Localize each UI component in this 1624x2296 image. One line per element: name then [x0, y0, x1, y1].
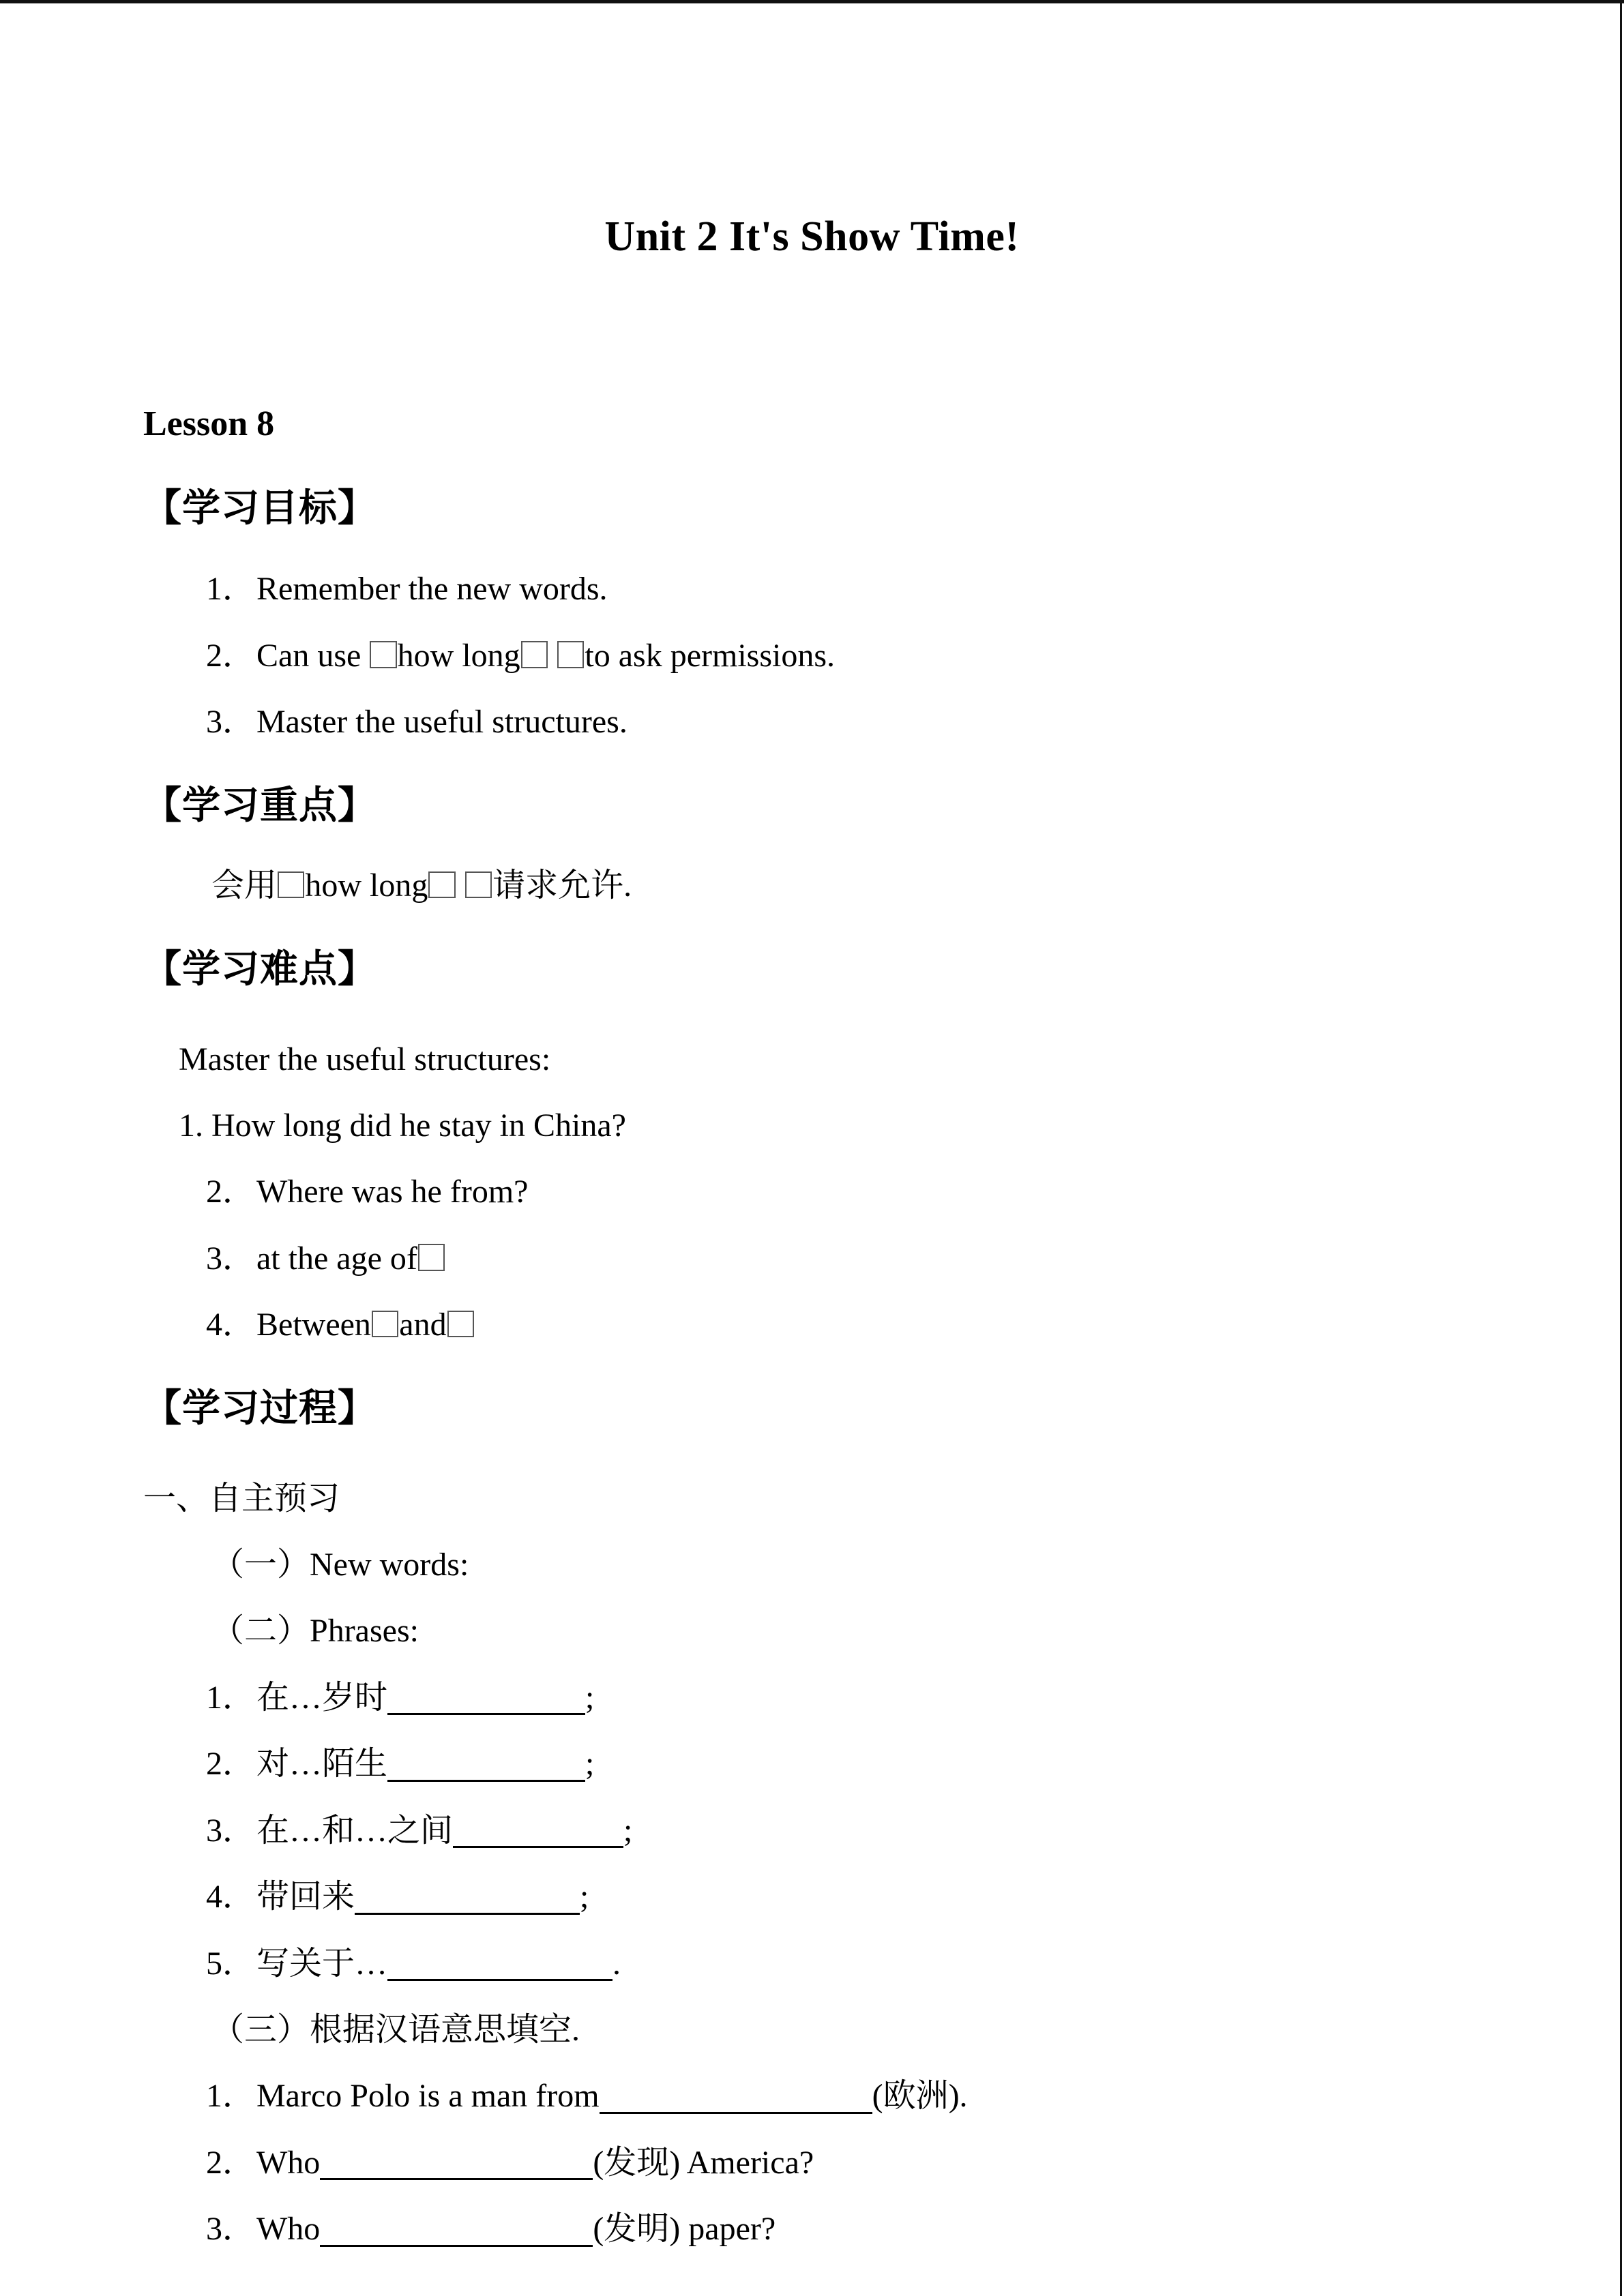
phrase-item	[143, 1810, 1481, 1851]
fill-in-item-number: 1．	[206, 2078, 256, 2115]
phrase-answer-blank[interactable]	[387, 1678, 585, 1716]
phrase-answer-blank[interactable]	[355, 1877, 580, 1915]
objective-item	[143, 701, 1481, 743]
phrase-item-tail: ;	[623, 1812, 633, 1849]
phrase-item-number: 1．	[206, 1679, 256, 1716]
fill-in-item-text-before: Who	[256, 2144, 321, 2181]
fill-in-item-text-before: Who	[256, 2211, 321, 2248]
lesson-heading: Lesson 8	[143, 404, 275, 444]
missing-glyph-box-icon	[428, 871, 455, 898]
phrase-item-tail: .	[612, 1945, 621, 1982]
missing-glyph-box-icon	[370, 641, 396, 668]
section-heading-difficulties: 【学习难点】	[143, 948, 377, 991]
phrase-answer-blank[interactable]	[387, 1744, 585, 1782]
section-heading-key-points: 【学习重点】	[143, 784, 377, 827]
key-points-text-lead: 会用	[211, 867, 278, 904]
difficulty-item-number: 3．	[206, 1240, 256, 1277]
fill-in-item-text-after: (发明) paper?	[593, 2211, 776, 2248]
phrase-answer-blank[interactable]	[453, 1810, 623, 1848]
difficulty-item	[143, 1105, 1481, 1146]
phrase-item-tail: ;	[585, 1746, 595, 1783]
difficulty-item-text-a: Between	[256, 1307, 371, 1343]
objective-item-text-mid: how long	[397, 637, 520, 674]
phrase-item	[143, 1743, 1481, 1785]
difficulty-item-text-b: and	[399, 1307, 447, 1343]
objective-item-text-lead: Can use	[256, 637, 370, 674]
fill-in-item-text-after: (发现) America?	[593, 2144, 814, 2181]
missing-glyph-box-icon	[418, 1244, 445, 1270]
missing-glyph-box-icon	[557, 641, 584, 668]
process-sub-phrases: （二）Phrases:	[211, 1613, 419, 1650]
objective-item-text: Remember the new words.	[256, 571, 608, 608]
phrase-item-number: 5．	[206, 1945, 256, 1982]
phrase-item	[143, 1876, 1481, 1918]
difficulty-item-number: 4．	[206, 1307, 256, 1343]
missing-glyph-box-icon	[278, 871, 304, 898]
difficulty-item	[143, 1238, 1481, 1279]
key-points-text-tail: 请求允许.	[492, 867, 632, 904]
missing-glyph-box-icon	[447, 1311, 474, 1337]
difficulty-item-text: at the age of	[256, 1240, 417, 1277]
phrase-answer-blank[interactable]	[387, 1943, 612, 1981]
difficulties-lead: Master the useful structures:	[179, 1041, 551, 1077]
difficulty-item-number: 1.	[179, 1107, 203, 1144]
objective-item	[143, 568, 1481, 610]
fill-in-item-text-after: (欧洲).	[872, 2078, 968, 2115]
process-part-one: 一、自主预习	[143, 1480, 340, 1517]
phrase-item-number: 3．	[206, 1812, 256, 1849]
fill-in-answer-blank[interactable]	[320, 2209, 593, 2247]
fill-in-item	[143, 2142, 1481, 2183]
objective-item-text-tail: to ask permissions.	[585, 637, 836, 674]
difficulty-item	[143, 1171, 1481, 1212]
process-sub-new-words: （一）New words:	[211, 1546, 469, 1583]
difficulty-item-text: How long did he stay in China?	[211, 1107, 626, 1144]
section-heading-objectives: 【学习目标】	[143, 488, 377, 531]
phrase-item-number: 4．	[206, 1879, 256, 1915]
phrase-item-tail: ;	[580, 1879, 589, 1915]
fill-in-answer-blank[interactable]	[320, 2143, 593, 2181]
phrase-item-text: 对…陌生	[256, 1746, 388, 1783]
fill-in-answer-blank[interactable]	[600, 2076, 872, 2114]
phrase-item-text: 写关于…	[256, 1945, 388, 1982]
key-points-text-mid: how long	[305, 867, 428, 904]
fill-in-item	[143, 2208, 1481, 2250]
phrase-item	[143, 1943, 1481, 1984]
difficulty-item-number: 2．	[206, 1174, 256, 1210]
difficulty-item-text: Where was he from?	[256, 1174, 529, 1210]
phrase-item-tail: ;	[585, 1679, 595, 1716]
fill-in-item	[143, 2075, 1481, 2117]
objective-item-number: 3．	[206, 704, 256, 741]
phrase-item-text: 在…岁时	[256, 1679, 388, 1716]
missing-glyph-box-icon	[521, 641, 548, 668]
fill-in-item-number: 3．	[206, 2211, 256, 2248]
difficulty-item	[143, 1304, 1481, 1345]
objective-item-number: 1．	[206, 571, 256, 608]
missing-glyph-box-icon	[465, 871, 492, 898]
phrase-item-text: 在…和…之间	[256, 1812, 454, 1849]
phrase-item-number: 2．	[206, 1746, 256, 1783]
phrase-item	[143, 1677, 1481, 1718]
phrase-item-text: 带回来	[256, 1879, 355, 1915]
objective-item-number: 2．	[206, 637, 256, 674]
page-title: Unit 2 It's Show Time!	[604, 213, 1020, 260]
section-heading-process: 【学习过程】	[143, 1387, 377, 1430]
fill-in-item-text-before: Marco Polo is a man from	[256, 2078, 600, 2115]
process-sub-fill-in: （三）根据汉语意思填空.	[211, 2012, 580, 2048]
fill-in-item-number: 2．	[206, 2144, 256, 2181]
key-points-line	[143, 865, 1481, 906]
objective-item-text: Master the useful structures.	[256, 704, 628, 741]
missing-glyph-box-icon	[372, 1311, 398, 1337]
objective-item	[143, 635, 1481, 676]
